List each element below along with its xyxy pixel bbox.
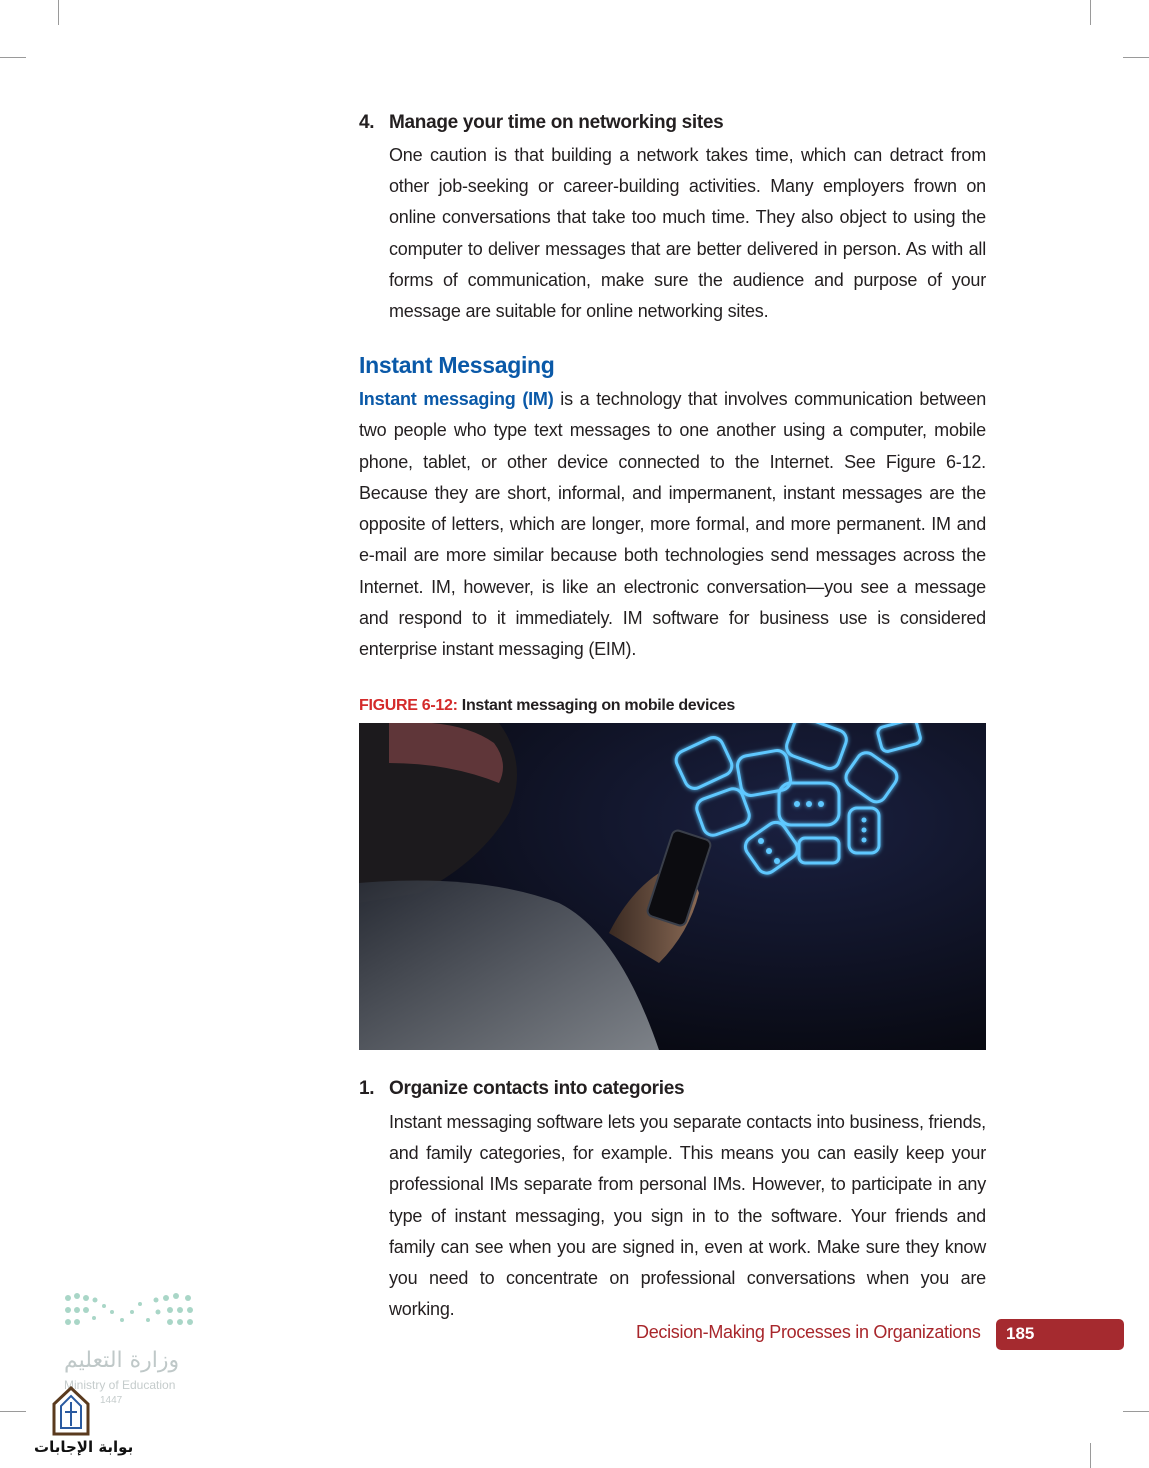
crop-mark <box>58 0 59 25</box>
list-item-heading <box>359 1078 986 1100</box>
list-item-number: 4. <box>359 112 375 133</box>
figure-caption-text: Instant messaging on mobile devices <box>457 697 735 714</box>
gate-lantern-icon <box>48 1386 94 1438</box>
list-item-number: 1. <box>359 1078 375 1099</box>
crop-mark <box>1123 1411 1149 1412</box>
list-item-title: Manage your time on networking sites <box>389 112 724 133</box>
ministry-english-name: Ministry of Education <box>64 1378 176 1392</box>
crop-mark <box>1090 0 1091 25</box>
key-term: Instant messaging (IM) <box>359 389 554 409</box>
running-title: Decision-Making Processes in Organizations <box>636 1322 981 1342</box>
gate-caption: بوابة الإجابات <box>34 1438 134 1456</box>
section-heading: Instant Messaging <box>359 352 555 378</box>
figure-photo <box>359 723 986 1050</box>
crop-mark <box>0 1411 26 1412</box>
list-item-title: Organize contacts into categories <box>389 1078 685 1099</box>
crop-mark <box>0 57 26 58</box>
ministry-arabic-name: وزارة التعليم <box>64 1348 180 1373</box>
crop-mark <box>1123 57 1149 58</box>
figure-caption <box>359 697 735 715</box>
ministry-year: 1447 <box>100 1395 123 1406</box>
crop-mark <box>1090 1443 1091 1468</box>
section-body <box>359 384 986 666</box>
list-item-body: Instant messaging software lets you separate contacts into business, friends, and family categories, for example. This means you can easily keep your professional IMs separate from personal IMs. However, to participate in any type of instant messaging, you sign in to the software. Your friends and family can see when you are signed in, even at work. Make sure they know you need to concentrate on professional conversations when you are working. <box>389 1112 986 1320</box>
ministry-dots-logo-icon <box>60 1290 200 1340</box>
list-item-body: One caution is that building a network takes time, which can detract from other job-seeking or career-building activities. Many employers frown on online conversations that take too much time. They also object to using the computer to deliver messages that are better delivered in person. As with all forms of communication, make sure the audience and purpose of your message are suitable for online networking sites. <box>389 145 986 322</box>
figure-label: FIGURE 6-12: <box>359 697 458 714</box>
list-item-heading <box>359 112 986 134</box>
figure-illustration <box>359 723 986 1050</box>
page-number-badge: 185 <box>996 1319 1124 1350</box>
section-body-text: is a technology that involves communication between two people who type text messages to one another using a computer, mobile phone, tablet, or other device connected to the Internet. See Figure 6-12. Because they are short, informal, and impermanent, instant messages are the opposite of letters, which are longer, more formal, and more permanent. IM and e-mail are more similar because both technologies send messages across the Internet. IM, however, is like an electronic conversation—you see a message and respond to it immediately. IM software for business use is considered enterprise instant messaging (EIM). <box>359 389 987 660</box>
